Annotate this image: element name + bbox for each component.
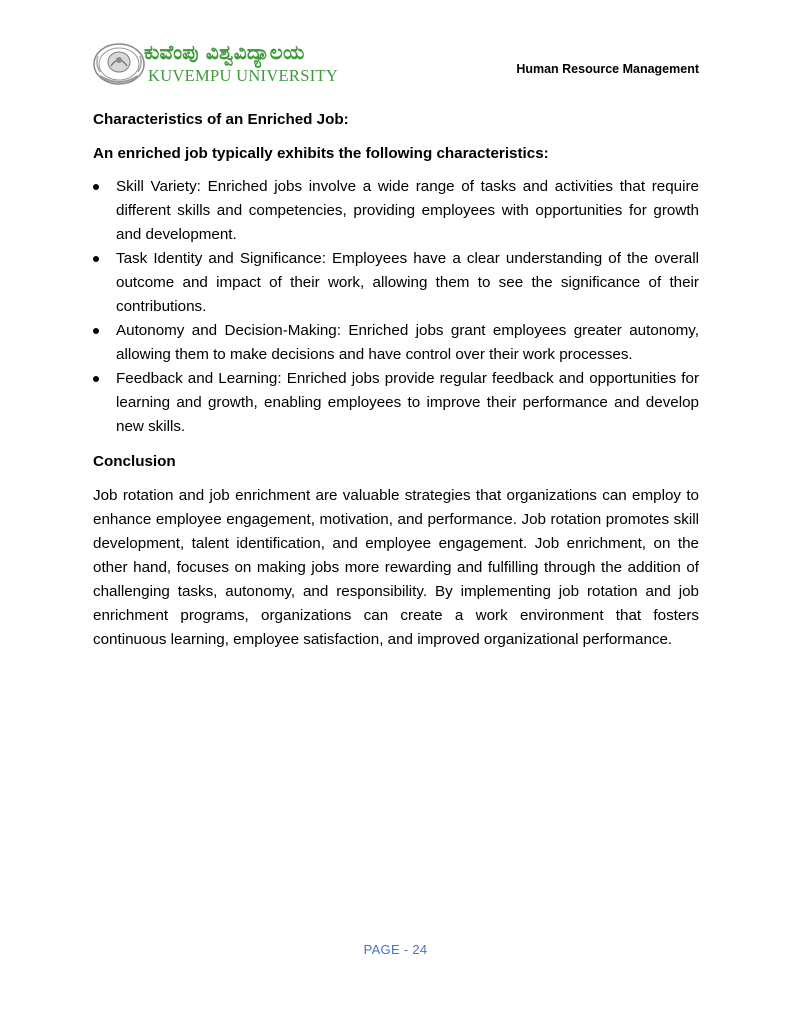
page-header	[92, 40, 699, 90]
university-logo	[92, 40, 339, 90]
logo-english-text: KUVEMPU UNIVERSITY	[148, 66, 339, 85]
university-seal-icon	[92, 42, 146, 86]
list-item-text: Skill Variety: Enriched jobs involve a wide range of tasks and activities that require different skills and competencies, providing employees with opportunities for growth and development.	[116, 178, 699, 243]
conclusion-paragraph: Job rotation and job enrichment are valuable strategies that organizations can employ to enhance employee engagement, motivation, and performance. Job rotation promotes skill development, talent identification, and employee engagement. Job enrichment, on the other hand, focuses on making jobs more rewarding and fulfilling through the addition of challenging tasks, autonomy, and responsibility. By implementing job rotation and job enrichment programs, organizations can create a work environment that fosters continuous learning, employee satisfaction, and improved organizational performance.	[93, 487, 699, 648]
list-item-text: Feedback and Learning: Enriched jobs provide regular feedback and opportunities for learning and growth, enabling employees to improve their performance and develop new skills.	[116, 370, 699, 435]
list-item	[93, 367, 699, 439]
characteristics-list	[93, 175, 699, 439]
page-content	[93, 108, 699, 652]
bullet-icon	[93, 256, 99, 262]
conclusion-heading: Conclusion	[93, 453, 176, 470]
list-item	[93, 175, 699, 247]
bullet-icon	[93, 328, 99, 334]
list-item-text: Task Identity and Significance: Employees have a clear understanding of the overall outcome and impact of their work, allowing them to see the significance of their contributions.	[116, 250, 699, 315]
list-item-text: Autonomy and Decision-Making: Enriched jobs grant employees greater autonomy, allowing them to make decisions and have control over their work processes.	[116, 322, 699, 363]
bullet-icon	[93, 184, 99, 190]
list-item	[93, 247, 699, 319]
header-title: Human Resource Management	[516, 62, 699, 76]
logo-kannada-text: ಕುವೆಂಪು ವಿಶ್ವವಿದ್ಯಾಲಯ	[144, 40, 305, 64]
page-number: PAGE - 24	[363, 942, 428, 957]
list-item	[93, 319, 699, 367]
section-heading: Characteristics of an Enriched Job:	[93, 111, 349, 128]
bullet-icon	[93, 376, 99, 382]
section-subheading: An enriched job typically exhibits the following characteristics:	[93, 145, 549, 162]
